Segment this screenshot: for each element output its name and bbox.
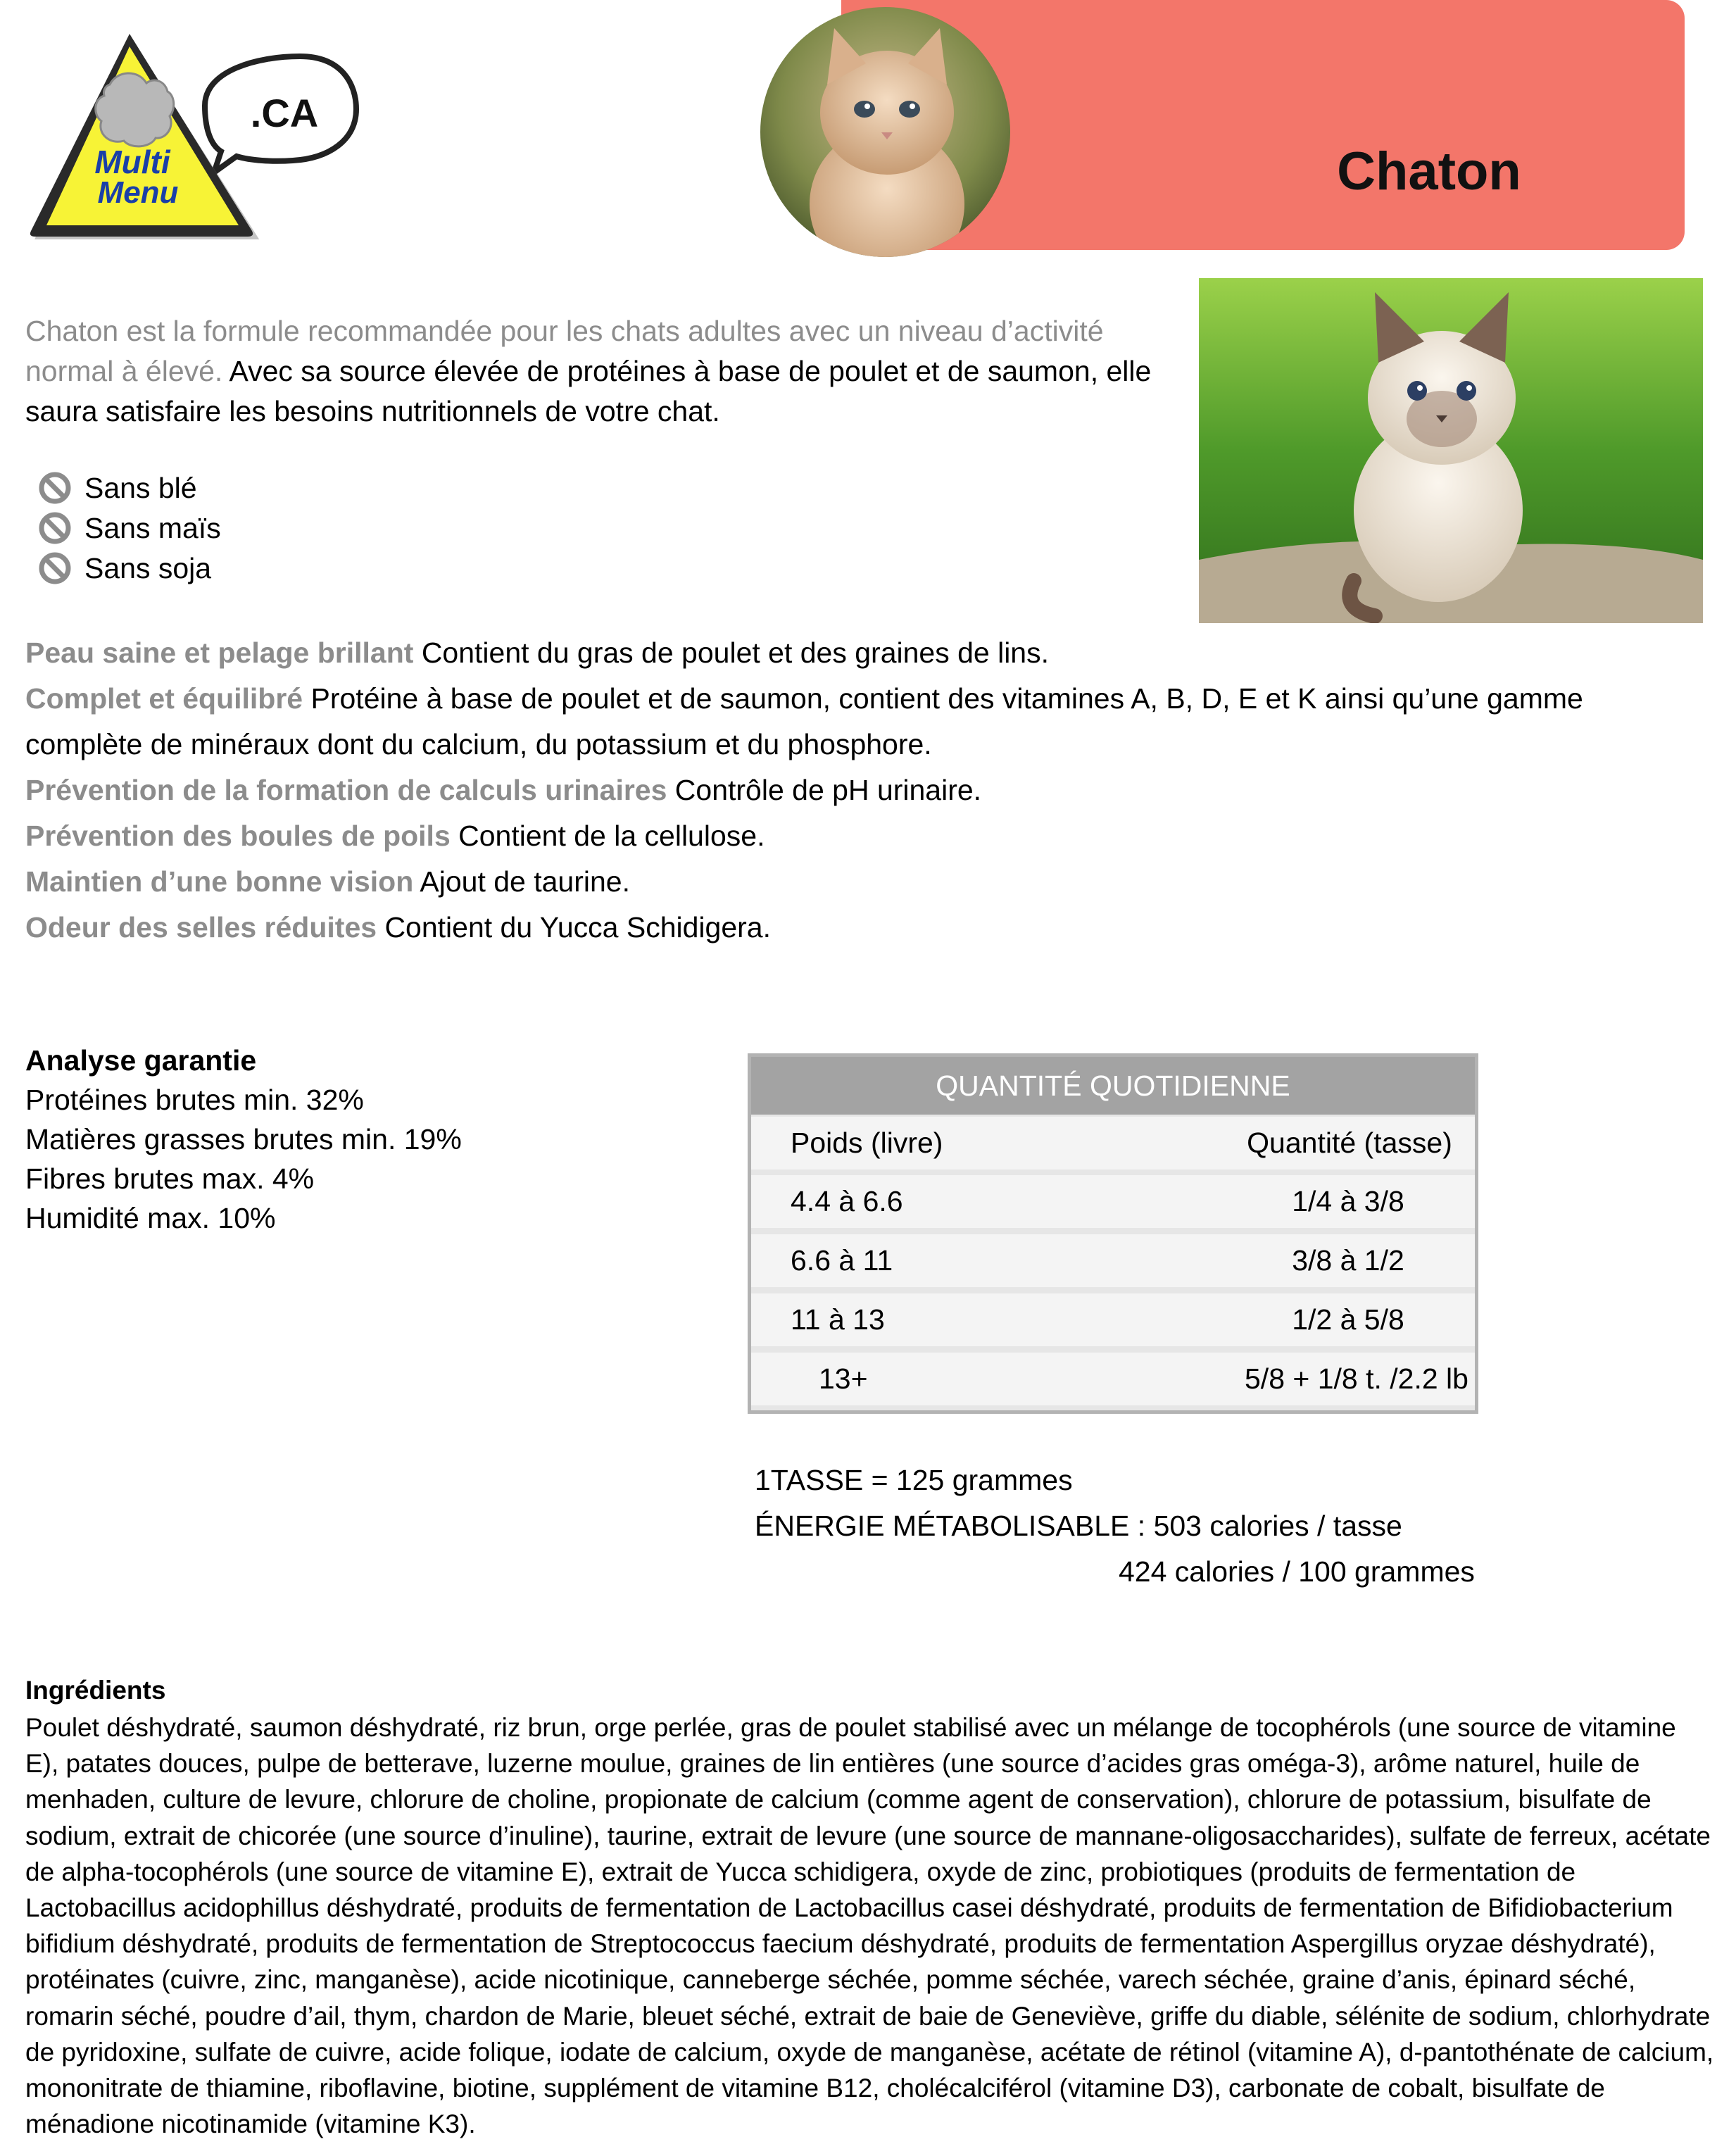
benefit-item: [25, 859, 1701, 905]
analysis-line: Humidité max. 10%: [25, 1202, 276, 1234]
free-from-list: [38, 468, 460, 595]
analysis-line: Protéines brutes min. 32%: [25, 1084, 364, 1116]
benefit-text: Ajout de taurine.: [413, 865, 630, 898]
logo-graphic: [25, 28, 363, 239]
table-title: QUANTITÉ QUOTIDIENNE: [751, 1057, 1475, 1115]
logo-brand-line1: Multi: [94, 144, 170, 180]
cell-quantity: 1/2 à 5/8: [1292, 1303, 1404, 1336]
cell-weight: 11 à 13: [791, 1303, 885, 1336]
cell-weight: 4.4 à 6.6: [791, 1185, 903, 1217]
benefits-list: [25, 630, 1701, 951]
benefit-label: Maintien d’une bonne vision: [25, 865, 414, 898]
energy-value-100g: 424 calories / 100 grammes: [1119, 1555, 1475, 1588]
cell-quantity: 5/8 + 1/8 t. /2.2 lb: [1245, 1362, 1468, 1395]
table-row: [751, 1293, 1475, 1346]
kitten-circle-image: [760, 7, 1010, 257]
benefit-label: Odeur des selles réduites: [25, 911, 377, 944]
logo-brand-line2: Menu: [97, 175, 179, 210]
benefit-item: [25, 813, 1701, 859]
energy-value-cup: 503 calories / tasse: [1153, 1510, 1402, 1542]
multimenu-logo[interactable]: [25, 28, 363, 239]
table-row: [751, 1175, 1475, 1228]
free-from-label: Sans maïs: [84, 511, 221, 544]
cell-weight: 13+: [819, 1362, 868, 1395]
column-header-weight: Poids (livre): [791, 1127, 943, 1159]
free-from-label: Sans blé: [84, 471, 197, 504]
energy-info: [755, 1457, 1599, 1595]
benefit-text: Contrôle de pH urinaire.: [667, 774, 982, 806]
benefit-text: Contient du Yucca Schidigera.: [377, 911, 771, 944]
benefit-label: Prévention de la formation de calculs urinaires: [25, 774, 667, 806]
cup-weight: 1TASSE = 125 grammes: [755, 1464, 1073, 1496]
energy-label: ÉNERGIE MÉTABOLISABLE :: [755, 1510, 1154, 1542]
benefit-label: Complet et équilibré: [25, 682, 303, 715]
table-header-row: [751, 1117, 1475, 1170]
no-sign-icon: [38, 471, 72, 505]
benefit-label: Peau saine et pelage brillant: [25, 637, 414, 669]
analysis-line: Fibres brutes max. 4%: [25, 1162, 315, 1195]
ingredients-text: Poulet déshydraté, saumon déshydraté, riz brun, orge perlée, gras de poulet stabilisé avec un mélange de tocophérols (une source de vitamine E), patates douces, pulpe de betterave, luzerne moulue, graines de lin entières (une source d’acides gras oméga-3), arôme naturel, huile de menhaden, culture de levure, chlorure de choline, propionate de calcium (comme agent de conservation), chlorure de potassium, bisulfate de sodium, extrait de chicorée (une source d’inuline), taurine, extrait de levure (une source de mannane-oligosaccharides), sulfate de ferreux, acétate de alpha-tocophérols (une source de vitamine E), extrait de Yucca schidigera, oxyde de zinc, probiotiques (produits de fermentation de Lactobacillus acidophillus déshydraté, produits de fermentation de Lactobacillus casei déshydraté, produits de fermentation de Bifidiobacterium bifidium déshydraté, produits de fermentation de Streptococcus faecium déshydraté, produits de fermentation Aspergillus oryzae déshydraté), protéinates (cuivre, zinc, manganèse), acide nicotinique, canneberge séchée, pomme séchée, varech séchée, graine d’anis, épinard séché, romarin séché, poudre d’ail, thym, chardon de Marie, bleuet séché, extrait de baie de Geneviève, griffe du diable, sélénite de sodium, chlorhydrate de pyridoxine, sulfate de cuivre, acide folique, iodate de calcium, oxyde de manganèse, acétate de rétinol (vitamine A), d-pantothénate de calcium, mononitrate de thiamine, riboflavine, biotine, supplément de vitamine B12, cholécalciférol (vitamine D3), carbonate de cobalt, bisulfate de ménadione nicotinamide (vitamine K3).: [25, 1713, 1714, 2139]
intro-part2: Avec sa source élevée de protéines à base de poulet et de saumon, elle saura satisfaire les besoins nutritionnels de votre chat.: [25, 355, 1152, 427]
cell-weight: 6.6 à 11: [791, 1244, 893, 1277]
kitten-photo: [1199, 278, 1703, 623]
free-from-item: [38, 508, 221, 548]
benefit-text: Contient de la cellulose.: [450, 820, 765, 852]
benefit-text: Contient du gras de poulet et des graines de lins.: [413, 637, 1050, 669]
product-title: Chaton: [1337, 142, 1521, 201]
guaranteed-analysis: [25, 1041, 659, 1238]
free-from-item: [38, 468, 197, 508]
daily-quantity-table: [748, 1053, 1478, 1414]
analysis-line: Matières grasses brutes min. 19%: [25, 1123, 462, 1155]
logo-domain: .CA: [250, 91, 319, 135]
column-header-quantity: Quantité (tasse): [1247, 1127, 1452, 1159]
intro-part1: Chaton est la formule recommandée pour les chats adultes avec un niveau d’activité normal à élevé.: [25, 315, 1104, 387]
table-row: [751, 1353, 1475, 1405]
ingredients-title: Ingrédients: [25, 1676, 166, 1705]
no-sign-icon: [38, 511, 72, 545]
cell-quantity: 1/4 à 3/8: [1292, 1185, 1404, 1217]
benefit-item: [25, 767, 1701, 813]
benefit-text: Protéine à base de poulet et de saumon, contient des vitamines A, B, D, E et K ainsi qu’une gamme complète de minéraux dont du calcium, du potassium et du phosphore.: [25, 682, 1583, 760]
benefit-label: Prévention des boules de poils: [25, 820, 451, 852]
free-from-item: [38, 548, 211, 588]
benefit-item: [25, 676, 1701, 767]
cell-quantity: 3/8 à 1/2: [1292, 1244, 1404, 1277]
free-from-label: Sans soja: [84, 551, 212, 584]
benefit-item: [25, 905, 1701, 951]
benefit-item: [25, 630, 1701, 676]
table-row: [751, 1234, 1475, 1287]
intro-paragraph: [25, 311, 1166, 432]
analysis-title: Analyse garantie: [25, 1044, 257, 1077]
no-sign-icon: [38, 551, 72, 585]
